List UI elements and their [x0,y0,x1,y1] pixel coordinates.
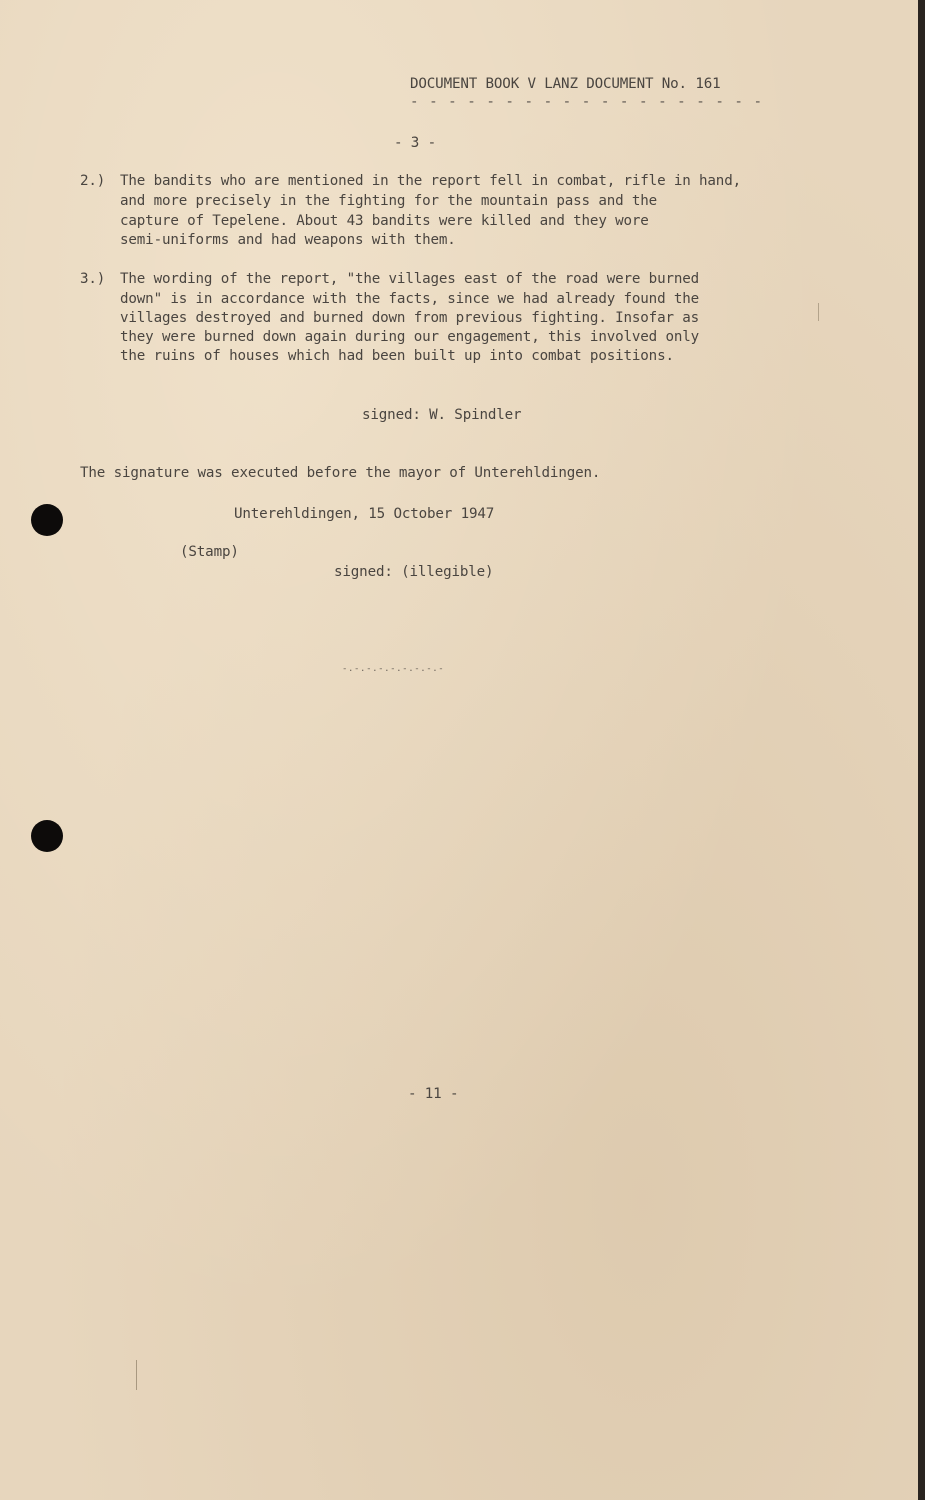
header-underline: - - - - - - - - - - - - - - - - - - - [410,94,764,110]
stamp-label: (Stamp) [180,544,239,560]
document-reference: DOCUMENT BOOK V LANZ DOCUMENT No. 161 [410,76,721,92]
signature-illegible: signed: (illegible) [334,564,494,580]
item-line: down" is in accordance with the facts, since we had already found the [120,291,700,307]
item-line: semi-uniforms and had weapons with them. [120,232,456,248]
signature-spindler: signed: W. Spindler [362,407,522,423]
item-line: The wording of the report, "the villages east of the road were burned [120,271,700,287]
paper-mark [818,303,819,321]
item-line: they were burned down again during our engagement, this involved only [120,329,700,345]
item-number: 2.) [80,173,106,189]
page-number-bottom: - 11 - [408,1086,459,1102]
item-line: The bandits who are mentioned in the report fell in combat, rifle in hand, [120,173,741,189]
punch-hole-top [31,504,63,536]
item-line: capture of Tepelene. About 43 bandits were killed and they wore [120,213,649,229]
item-number: 3.) [80,271,106,287]
place-date: Unterehldingen, 15 October 1947 [234,506,495,522]
separator: -.-.-.-.-.-.-.-.- [342,664,445,674]
item-line: the ruins of houses which had been built up into combat positions. [120,348,674,364]
item-line: villages destroyed and burned down from previous fighting. Insofar as [120,310,700,326]
certification-text: The signature was executed before the mayor of Unterehldingen. [80,465,601,481]
page-number-top: - 3 - [394,135,436,151]
page-edge [918,0,925,1500]
paper-mark [136,1360,137,1390]
punch-hole-bottom [31,820,63,852]
item-line: and more precisely in the fighting for the mountain pass and the [120,193,658,209]
